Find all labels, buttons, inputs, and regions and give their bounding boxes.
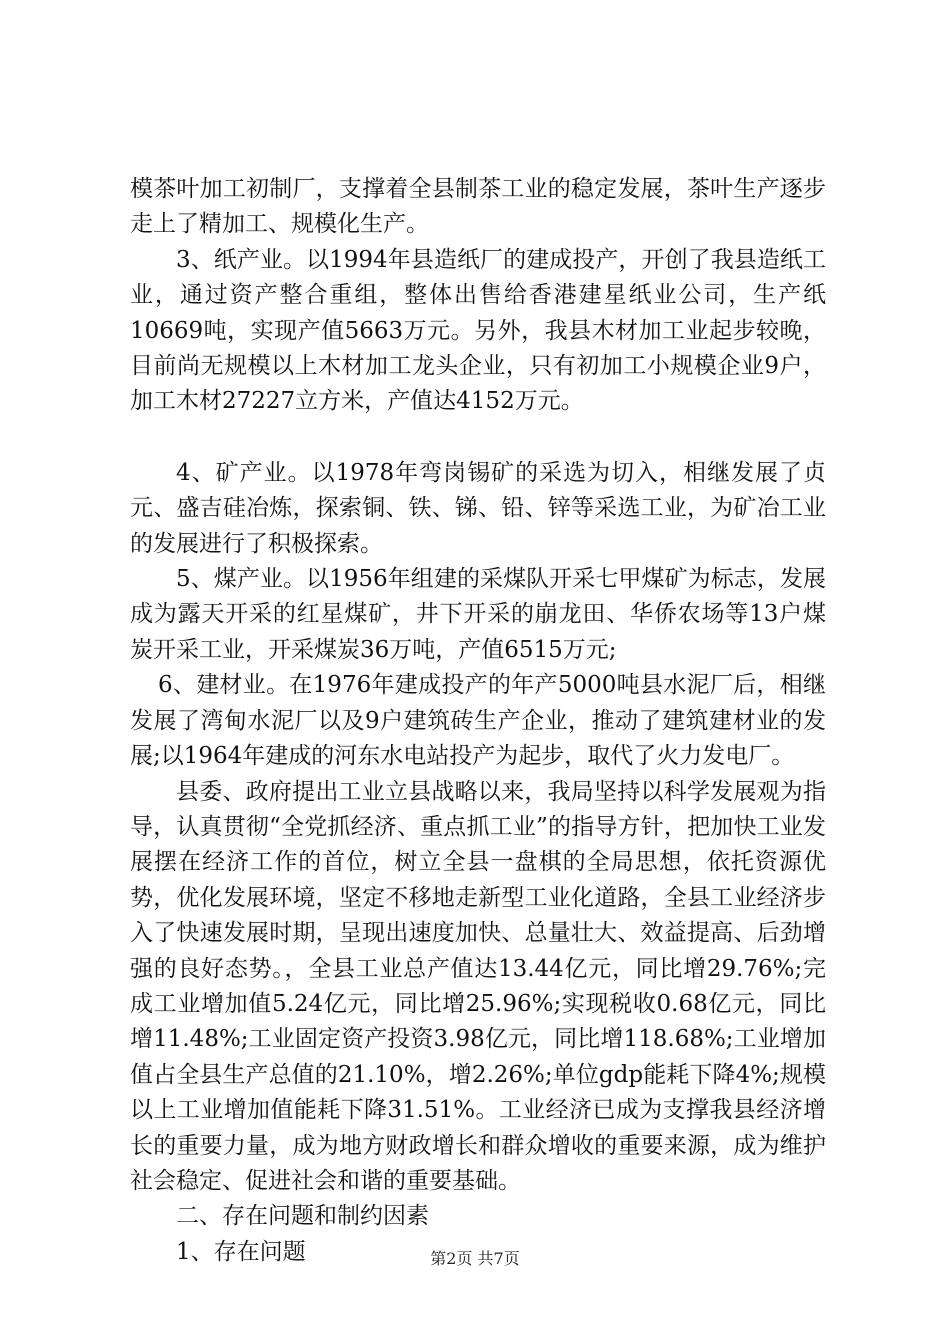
document-body <box>130 172 826 1270</box>
subsection-heading-existing-problems: 1、存在问题 <box>176 1238 306 1265</box>
paragraph-tea-industry-continued: 模茶叶加工初制厂，支撑着全县制茶工业的稳定发展，茶叶生产逐步走上了精加工、规模化生产。 <box>130 176 826 238</box>
paragraph-paper-industry: 3、纸产业。以1994年县造纸厂的建成投产，开创了我县造纸工业，通过资产整合重组，整体出售给香港建星纸业公司，生产纸10669吨，实现产值5663万元。另外，我县木材加工业起步较晚，目前尚无规模以上木材加工龙头企业，只有初加工小规模企业9户，加工木材27227立方米，产值达4152万元。 <box>130 246 826 415</box>
paragraph-industrial-strategy: 县委、政府提出工业立县战略以来，我局坚持以科学发展观为指导，认真贯彻“全党抓经济、重点抓工业”的指导方针，把加快工业发展摆在经济工作的首位，树立全县一盘棋的全局思想，依托资源优势，优化发展环境，坚定不移地走新型工业化道路，全县工业经济步入了快速发展时期，呈现出速度加快、总量壮大、效益提高、后劲增强的良好态势。，全县工业总产值达13.44亿元，同比增29.76%;完成工业增加值5.24亿元，同比增25.96%;实现税收0.68亿元，同比增11.48%;工业固定资产投资3.98亿元，同比增118.68%;工业增加值占全县生产总值的21.10%，增2.26%;单位gdp能耗下降4%;规模以上工业增加值能耗下降31.51%。工业经济已成为支撑我县经济增长的重要力量，成为地方财政增长和群众增收的重要来源，成为维护社会稳定、促进社会和谐的重要基础。 <box>130 778 826 1194</box>
paragraph-building-materials: 6、建材业。在1976年建成投产的年产5000吨县水泥厂后，相继发展了湾甸水泥厂以及9户建筑砖生产企业，推动了建筑建材业的发展;以1964年建成的河东水电站投产为起步，取代了火力发电厂。 <box>130 672 826 770</box>
section-heading-problems: 二、存在问题和制约因素 <box>176 1203 429 1230</box>
paragraph-mining-industry: 4、矿产业。以1978年弯岗锡矿的采选为切入，相继发展了贞元、盛吉硅冶炼，探索铜、铁、锑、铅、锌等采选工业，为矿冶工业的发展进行了积极探索。 <box>130 459 826 557</box>
paragraph-coal-industry: 5、煤产业。以1956年组建的采煤队开采七甲煤矿为标志，发展成为露天开采的红星煤矿，井下开采的崩龙田、华侨农场等13户煤炭开采工业，开采煤炭36万吨，产值6515万元; <box>130 566 826 663</box>
page-number-footer: 第2页 共7页 <box>430 1249 520 1268</box>
